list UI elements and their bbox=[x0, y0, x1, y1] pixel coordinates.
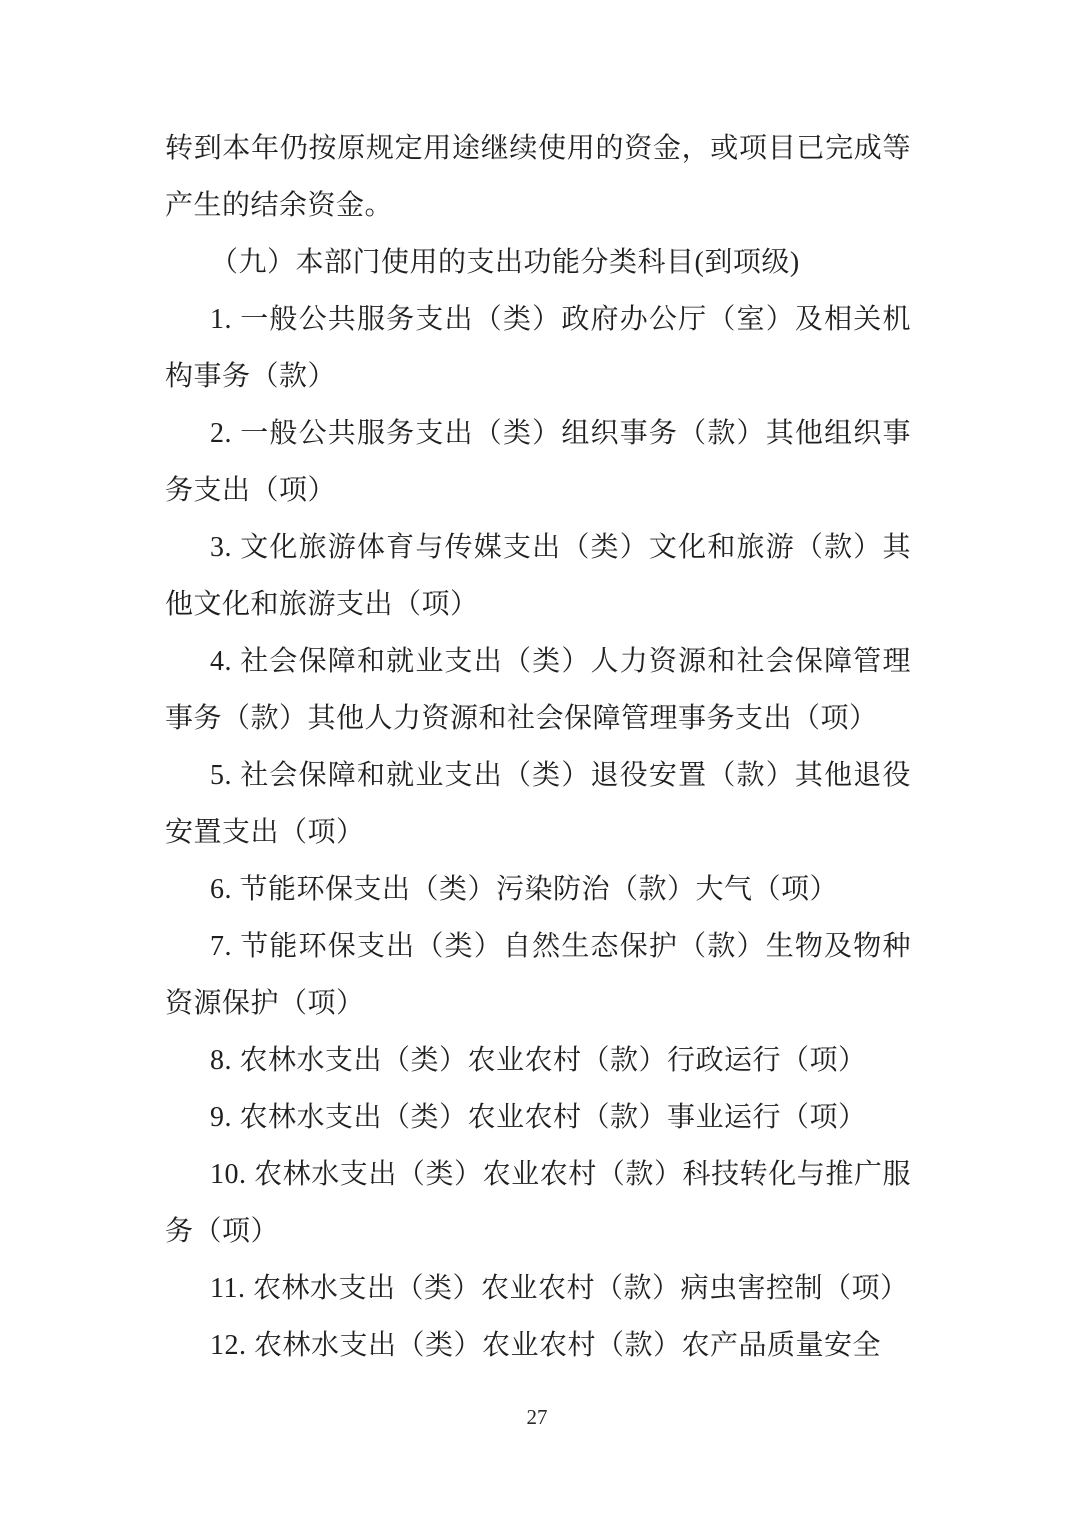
list-item-4: 4. 社会保障和就业支出（类）人力资源和社会保障管理事务（款）其他人力资源和社会保障管理事务支出（项） bbox=[165, 646, 911, 734]
list-item-12: 12. 农林水支出（类）农业农村（款）农产品质量安全 bbox=[210, 1330, 882, 1361]
paragraph-carryover-funds: 转到本年仍按原规定用途继续使用的资金，或项目已完成等产生的结余资金。 bbox=[165, 133, 911, 221]
section-heading-nine: （九）本部门使用的支出功能分类科目(到项级) bbox=[210, 247, 800, 278]
list-item-8: 8. 农林水支出（类）农业农村（款）行政运行（项） bbox=[210, 1045, 867, 1076]
list-item-9: 9. 农林水支出（类）农业农村（款）事业运行（项） bbox=[210, 1102, 867, 1133]
list-item-2: 2. 一般公共服务支出（类）组织事务（款）其他组织事务支出（项） bbox=[165, 418, 911, 506]
list-item-11: 11. 农林水支出（类）农业农村（款）病虫害控制（项） bbox=[210, 1273, 909, 1304]
list-item-10: 10. 农林水支出（类）农业农村（款）科技转化与推广服务（项） bbox=[165, 1159, 911, 1247]
list-item-5: 5. 社会保障和就业支出（类）退役安置（款）其他退役安置支出（项） bbox=[165, 760, 911, 848]
list-item-3: 3. 文化旅游体育与传媒支出（类）文化和旅游（款）其他文化和旅游支出（项） bbox=[165, 532, 911, 620]
list-item-7: 7. 节能环保支出（类）自然生态保护（款）生物及物种资源保护（项） bbox=[165, 931, 911, 1019]
document-body bbox=[165, 120, 911, 1374]
list-item-6: 6. 节能环保支出（类）污染防治（款）大气（项） bbox=[210, 874, 839, 905]
list-item-1: 1. 一般公共服务支出（类）政府办公厅（室）及相关机构事务（款） bbox=[165, 304, 911, 392]
page-number: 27 bbox=[526, 1405, 548, 1429]
